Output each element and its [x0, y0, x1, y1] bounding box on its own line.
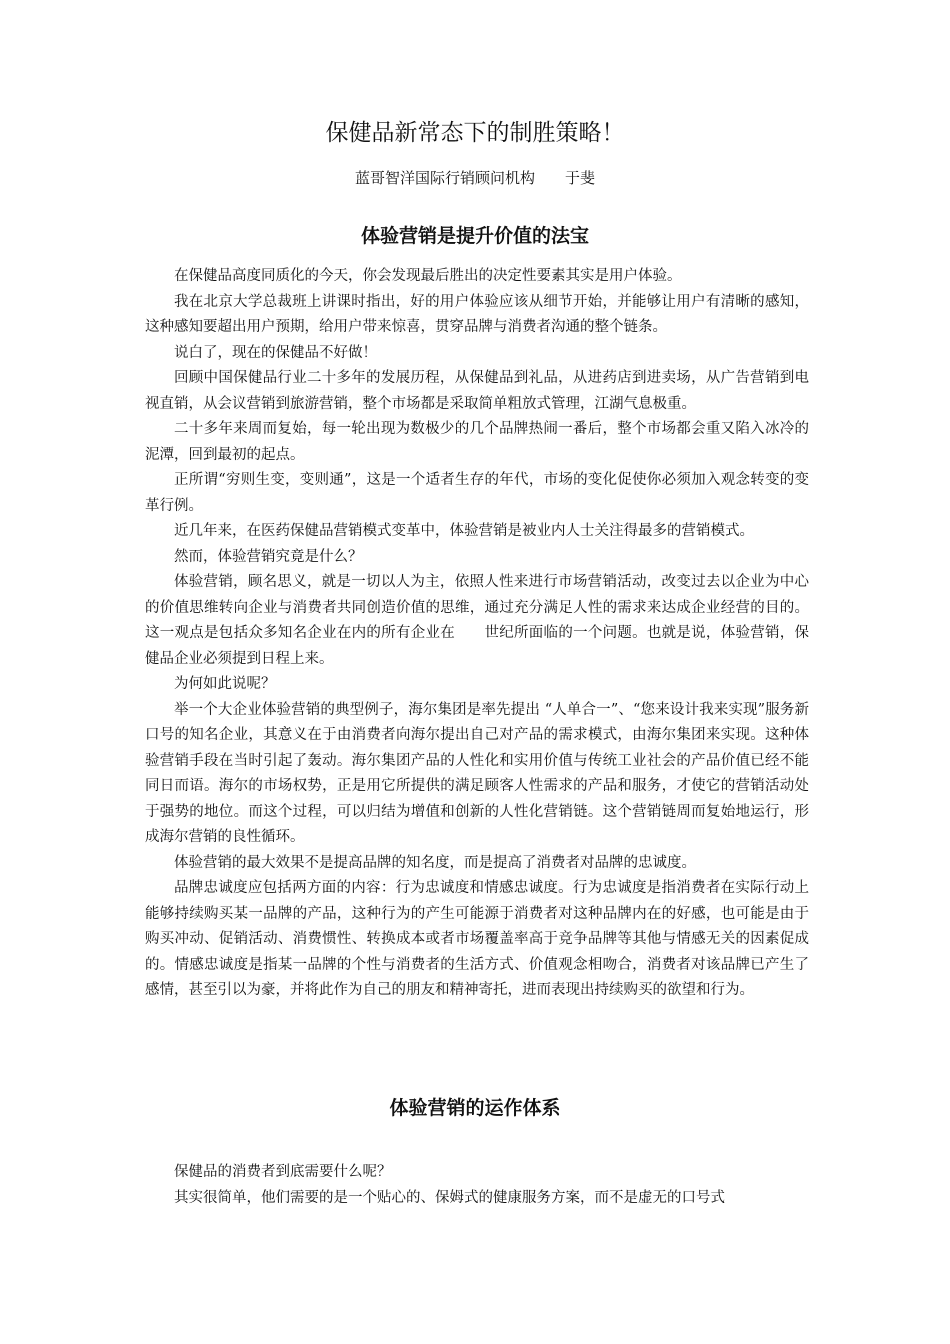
paragraph: 我在北京大学总裁班上讲课时指出，好的用户体验应该从细节开始，并能够让用户有清晰的感知，这种感知要超出用户预期，给用户带来惊喜，贯穿品牌与消费者沟通的整个链条。 — [145, 293, 809, 335]
section-body-operating-system — [145, 1160, 809, 1211]
paragraph: 回顾中国保健品行业二十多年的发展历程，从保健品到礼品，从进药店到进卖场，从广告营销到电视直销，从会议营销到旅游营销，整个市场都是采取简单粗放式管理，江湖气息极重。 — [145, 370, 809, 412]
paragraph: 体验营销的最大效果不是提高品牌的知名度，而是提高了消费者对品牌的忠诚度。 — [174, 854, 696, 871]
paragraph: 其实很简单，他们需要的是一个贴心的、保姆式的健康服务方案，而不是虚无的口号式 — [174, 1189, 725, 1206]
byline-organization: 蓝哥智洋国际行销顾问机构 — [354, 169, 535, 187]
paragraph: 品牌忠诚度应包括两方面的内容：行为忠诚度和情感忠诚度。行为忠诚度是指消费者在实际行动上能够持续购买某一品牌的产品，这种行为的产生可能源于消费者对这种品牌内在的好感，也可能是由于购买冲动、促销活动、消费惯性、转换成本或者市场覆盖率高于竞争品牌等其他与情感无关的因素促成的。情感忠诚度是指某一品牌的个性与消费者的生活方式、价值观念相吻合，消费者对该品牌已产生了感情，甚至引以为豪，并将此作为自己的朋友和精神寄托，进而表现出持续购买的欲望和行为。 — [145, 880, 809, 998]
paragraph: 近几年来，在医药保健品营销模式变革中，体验营销是被业内人士关注得最多的营销模式。 — [174, 523, 754, 539]
section-body-experience-marketing — [145, 264, 809, 1004]
paragraph: 体验营销，顾名思义，就是一切以人为主，依照人性来进行市场营销活动，改变过去以企业为中心的价值思维转向企业与消费者共同创造价值的思维，通过充分满足人性的需求来达成企业经营的目的。这一观点是包括众多知名企业在内的所有企业在 世纪所面临的一个问题。也就是说，体验营销，保健品企业必须提到日程上来。 — [145, 574, 809, 667]
paragraph: 为何如此说呢？ — [174, 676, 276, 692]
byline — [0, 165, 950, 191]
section-heading-experience-marketing: 体验营销是提升价值的法宝 — [360, 225, 589, 247]
paragraph: 在保健品高度同质化的今天，你会发现最后胜出的决定性要素其实是用户体验。 — [174, 268, 682, 284]
paragraph: 保健品的消费者到底需要什么呢？ — [174, 1164, 392, 1180]
paragraph: 举一个大企业体验营销的典型例子，海尔集团是率先提出 “人单合一”、“您来设计我来实现”服务新口号的知名企业，其意义在于由消费者向海尔提出自己对产品的需求模式，由海尔集团来实现。这种体验营销手段在当时引起了轰动。海尔集团产品的人性化和实用价值与传统工业社会的产品价值已经不能同日而语。海尔的市场权势，正是用它所提供的满足顾客人性需求的产品和服务，才使它的营销活动处于强势的地位。而这个过程，可以归结为增值和创新的人性化营销链。这个营销链周而复始地运行，形成海尔营销的良性循环。 — [145, 701, 809, 845]
paragraph: 说白了，现在的保健品不好做！ — [174, 344, 377, 361]
byline-author: 于斐 — [565, 169, 596, 187]
paragraph: 二十多年来周而复始，每一轮出现为数极少的几个品牌热闹一番后，整个市场都会重又陷入冰冷的泥潭，回到最初的起点。 — [145, 421, 809, 463]
paragraph: 然而，体验营销究竟是什么？ — [174, 548, 363, 565]
paragraph: 正所谓“穷则生变，变则通”，这是一个适者生存的年代，市场的变化促使你必须加入观念转变的变革行例。 — [145, 472, 809, 514]
document-title: 保健品新常态下的制胜策略！ — [325, 120, 625, 146]
section-heading-operating-system: 体验营销的运作体系 — [389, 1097, 561, 1119]
